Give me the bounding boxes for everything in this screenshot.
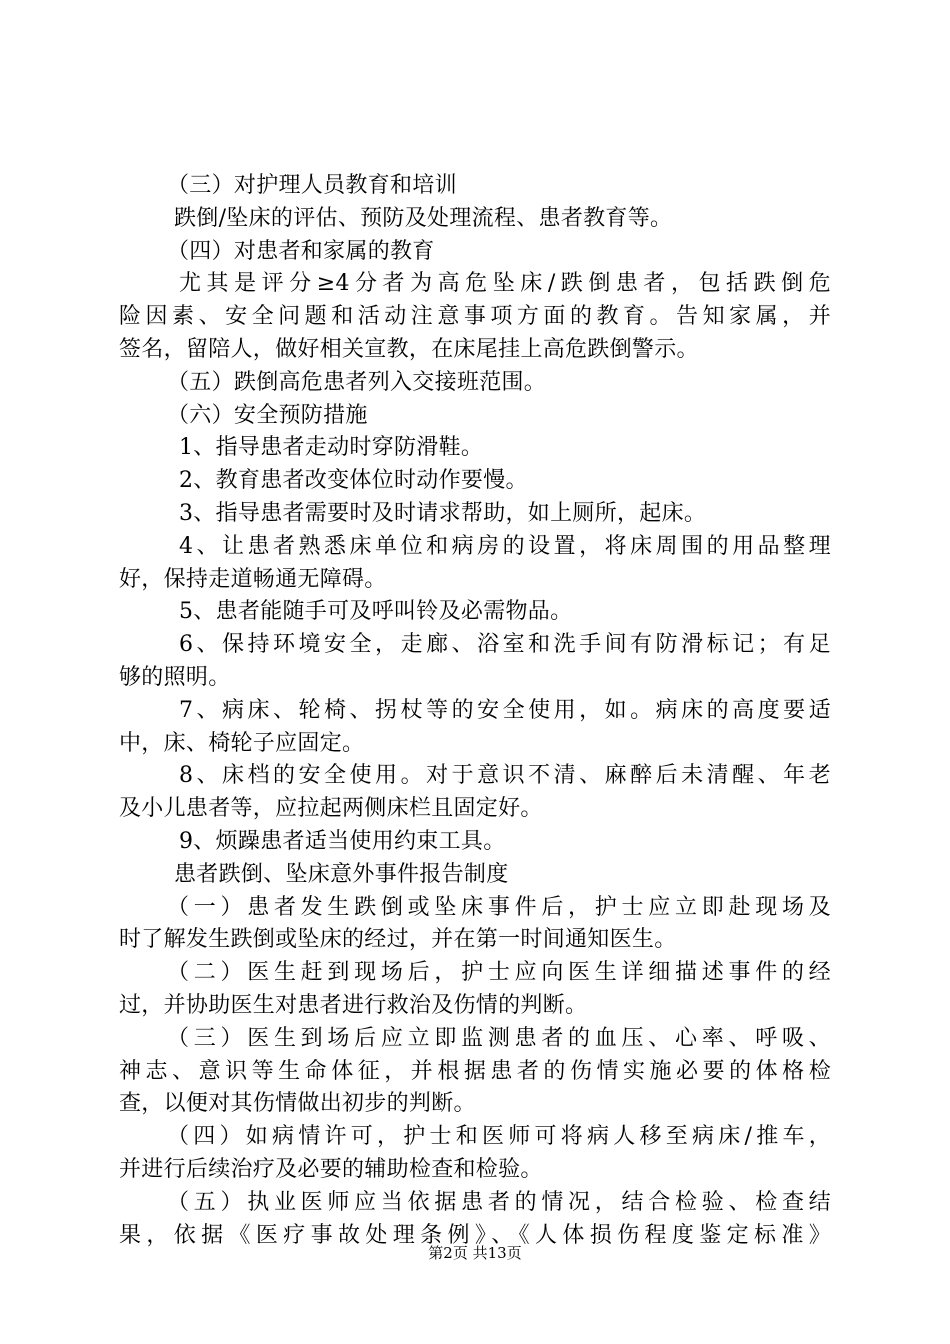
text-line: 患者跌倒、坠床意外事件报告制度 xyxy=(174,861,509,887)
text-line: 神志、意识等生命体征，并根据患者的伤情实施必要的体格检 xyxy=(119,1058,831,1084)
text-line: 时了解发生跌倒或坠床的经过，并在第一时间通知医生。 xyxy=(119,927,677,953)
text-line: （六）安全预防措施 xyxy=(167,402,368,428)
text-line: 5、患者能随手可及呼叫铃及必需物品。 xyxy=(179,599,573,625)
document-body xyxy=(119,170,831,1252)
text-line: 4、让患者熟悉床单位和病房的设置，将床周围的用品整理 xyxy=(179,533,831,559)
text-line: 并进行后续治疗及必要的辅助检查和检验。 xyxy=(119,1156,543,1182)
text-line: （三）医生到场后应立即监测患者的血压、心率、呼吸、 xyxy=(167,1025,831,1051)
text-line: 6、保持环境安全，走廊、浴室和洗手间有防滑标记；有足 xyxy=(179,632,831,658)
text-line: （一）患者发生跌倒或坠床事件后，护士应立即赴现场及 xyxy=(167,894,831,920)
text-line: 9、烦躁患者适当使用约束工具。 xyxy=(179,828,506,854)
text-line: 跌倒/坠床的评估、预防及处理流程、患者教育等。 xyxy=(174,205,673,231)
text-line: 够的照明。 xyxy=(119,664,231,690)
text-line: （四）对患者和家属的教育 xyxy=(167,238,435,264)
text-line: 2、教育患者改变体位时动作要慢。 xyxy=(179,468,528,494)
text-line: 3、指导患者需要时及时请求帮助，如上厕所，起床。 xyxy=(179,500,707,526)
text-line: 中，床、椅轮子应固定。 xyxy=(119,730,365,756)
text-line: 查，以便对其伤情做出初步的判断。 xyxy=(119,1091,476,1117)
text-line: 8、床档的安全使用。对于意识不清、麻醉后未清醒、年老 xyxy=(179,763,831,789)
text-line: 1、指导患者走动时穿防滑鞋。 xyxy=(179,435,484,461)
text-line: 果，依据《医疗事故处理条例》、《人体损伤程度鉴定标准》 xyxy=(119,1222,831,1248)
text-line: 及小儿患者等，应拉起两侧床栏且固定好。 xyxy=(119,796,543,822)
text-line: 险因素、安全问题和活动注意事项方面的教育。告知家属，并 xyxy=(119,304,831,330)
text-line: （四）如病情许可，护士和医师可将病人移至病床/推车， xyxy=(167,1124,831,1150)
text-line: 尤其是评分≥4分者为高危坠床/跌倒患者，包括跌倒危 xyxy=(179,271,831,297)
text-line: （五）执业医师应当依据患者的情况，结合检验、检查结 xyxy=(167,1189,831,1215)
page-footer: 第2页 共13页 xyxy=(428,1244,522,1262)
text-line: （五）跌倒高危患者列入交接班范围。 xyxy=(167,369,547,395)
text-line: 签名，留陪人，做好相关宣教，在床尾挂上高危跌倒警示。 xyxy=(119,336,699,362)
text-line: （二）医生赶到现场后，护士应向医生详细描述事件的经 xyxy=(167,960,831,986)
text-line: 7、病床、轮椅、拐杖等的安全使用，如。病床的高度要适 xyxy=(179,697,831,723)
text-line: （三）对护理人员教育和培训 xyxy=(167,173,457,198)
text-line: 过，并协助医生对患者进行救治及伤情的判断。 xyxy=(119,992,588,1018)
text-line: 好，保持走道畅通无障碍。 xyxy=(119,566,387,592)
